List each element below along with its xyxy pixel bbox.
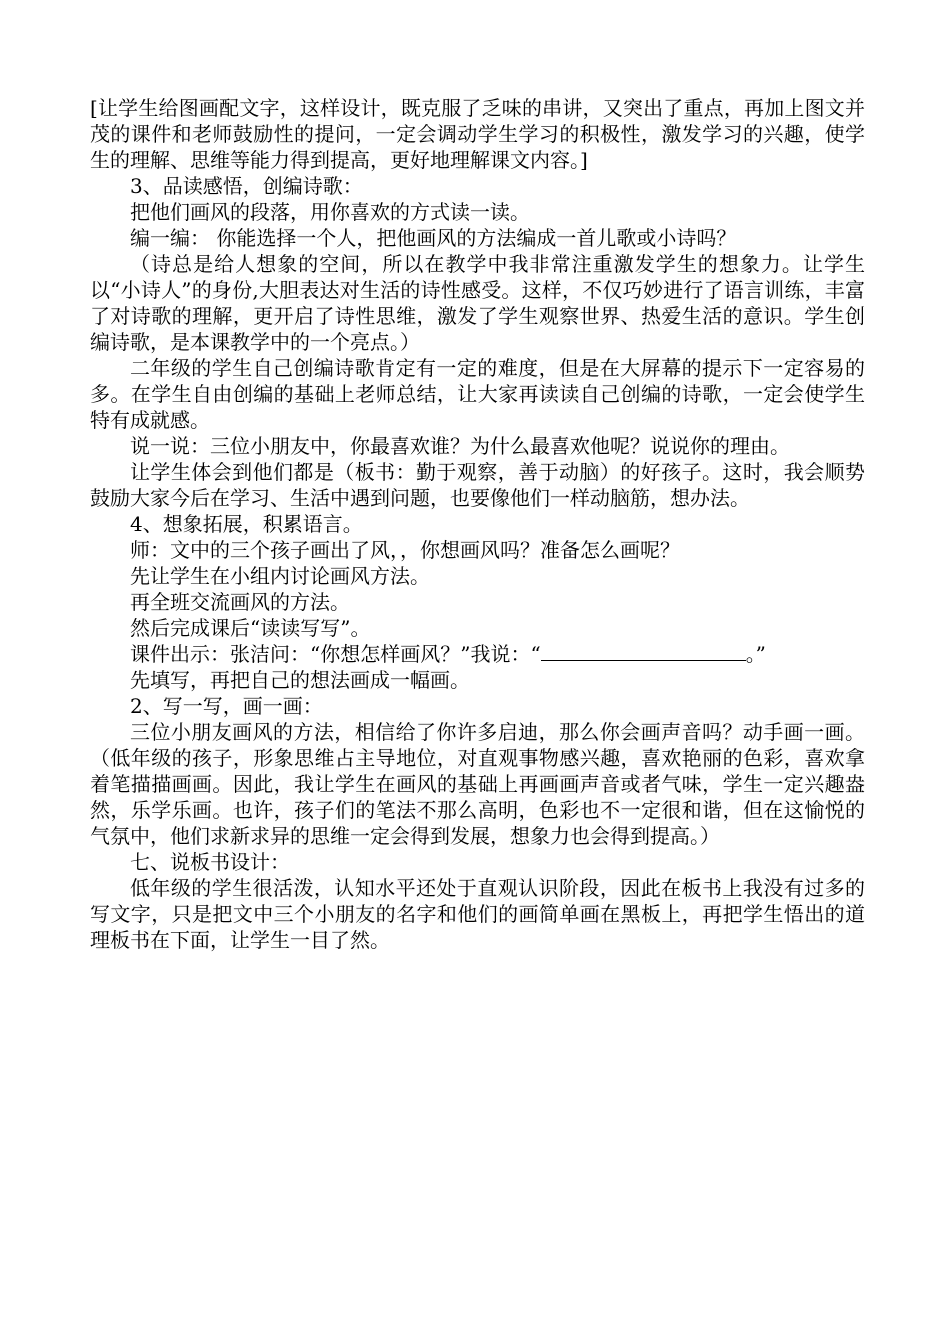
paragraph-board-design: 低年级的学生很活泼，认知水平还处于直观认识阶段，因此在板书上我没有过多的写文字，只是把文中三个小朋友的名字和他们的画简单画在黑板上，再把学生悟出的道理板书在下面，让学生一目了然。 [90, 876, 865, 952]
paragraph-compose: 编一编： 你能选择一个人，把他画风的方法编成一首儿歌或小诗吗？ [130, 226, 737, 250]
paragraph-group-discussion: 先让学生在小组内讨论画风方法。 [130, 564, 430, 588]
document-page [90, 95, 865, 953]
paragraph-courseware [90, 641, 865, 667]
courseware-text-after: 。” [745, 642, 766, 666]
heading-read-and-create-poems: 3、品读感悟，创编诗歌： [130, 174, 363, 198]
paragraph-discuss: 说一说：三位小朋友中，你最喜欢谁？为什么最喜欢他呢？说说你的理由。 [130, 434, 790, 458]
heading-imagine-expand: 4、想象拓展，积累语言。 [130, 512, 363, 536]
paragraph-second-grade: 二年级的学生自己创编诗歌肯定有一定的难度，但是在大屏幕的提示下一定容易的多。在学生自由创编的基础上老师总结，让大家再读读自己创编的诗歌，一定会使学生特有成就感。 [90, 356, 865, 432]
paragraph-after-class: 然后完成课后“读读写写”。 [130, 616, 371, 640]
fill-in-blank [541, 642, 746, 661]
paragraph-teacher-question: 师：文中的三个孩子画出了风，，你想画风吗？准备怎么画呢？ [130, 538, 680, 562]
paragraph-good-children: 让学生体会到他们都是（板书：勤于观察，善于动脑）的好孩子。这时，我会顺势鼓励大家今后在学习、生活中遇到问题，也要像他们一样动脑筋，想办法。 [90, 460, 865, 510]
paragraph-fill-and-draw: 先填写，再把自己的想法画成一幅画。 [130, 668, 470, 692]
paragraph-design-note: [让学生给图画配文字，这样设计，既克服了乏味的串讲，又突出了重点，再加上图文并茂的课件和老师鼓励性的提问，一定会调动学生学习的积极性，激发学习的兴趣，使学生的理解、思维等能力得到提高，更好地理解课文内容。] [90, 96, 865, 172]
heading-board-design: 七、说板书设计： [130, 850, 290, 874]
courseware-text-before: 课件出示：张洁问：“你想怎样画风？”我说：“ [130, 642, 541, 666]
heading-write-and-draw: 2、写一写，画一画： [130, 694, 323, 718]
paragraph-draw-sound: 三位小朋友画风的方法，相信给了你许多启迪，那么你会画声音吗？动手画一画。（低年级的孩子，形象思维占主导地位，对直观事物感兴趣，喜欢艳丽的色彩，喜欢拿着笔描描画画。因此，我让学生在画风的基础上再画画声音或者气味，学生一定兴趣盎然，乐学乐画。也许，孩子们的笔法不那么高明，色彩也不一定很和谐，但在这愉悦的气氛中，他们求新求异的思维一定会得到发展，想象力也会得到提高。） [90, 720, 865, 848]
paragraph-class-exchange: 再全班交流画风的方法。 [130, 590, 350, 614]
paragraph-read-aloud: 把他们画风的段落，用你喜欢的方式读一读。 [130, 200, 530, 224]
paragraph-poetry-note: （诗总是给人想象的空间，所以在教学中我非常注重激发学生的想象力。让学生以“小诗人”的身份,大胆表达对生活的诗性感受。这样，不仅巧妙进行了语言训练，丰富了对诗歌的理解，更开启了诗性思维，激发了学生观察世界、热爱生活的意识。学生创编诗歌，是本课教学中的一个亮点。） [90, 252, 865, 354]
